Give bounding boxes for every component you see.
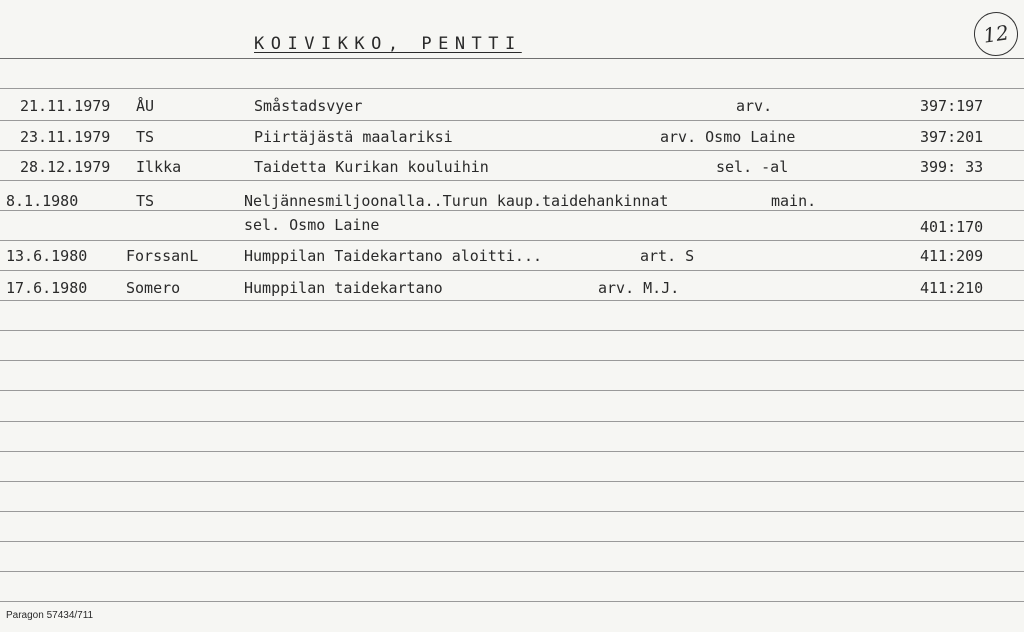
ruled-line xyxy=(0,390,1024,391)
entry-ref: 397:197 xyxy=(920,97,984,115)
card-entry xyxy=(0,279,1024,309)
entry-note: arv. Osmo Laine xyxy=(660,128,796,146)
card-entry xyxy=(0,128,1024,158)
entry-date: 17.6.1980 xyxy=(6,279,88,297)
ruled-line xyxy=(0,240,1024,241)
entry-ref: 411:209 xyxy=(920,247,984,265)
entry-note: arv. xyxy=(736,97,773,115)
entry-ref: 397:201 xyxy=(920,128,984,146)
ruled-line xyxy=(0,421,1024,422)
entry-note: sel. -al xyxy=(716,158,789,176)
entry-ref: 399: 33 xyxy=(920,158,984,176)
entry-title: Humppilan taidekartano xyxy=(244,279,443,297)
card-entry xyxy=(0,97,1024,127)
ruled-line xyxy=(0,601,1024,602)
card-entry xyxy=(0,247,1024,277)
entry-ref: 411:210 xyxy=(920,279,984,297)
ruled-line xyxy=(0,541,1024,542)
card-number: 12 xyxy=(971,9,1021,59)
entry-source: Somero xyxy=(126,279,181,297)
entry-note: arv. M.J. xyxy=(598,279,680,297)
ruled-line xyxy=(0,360,1024,361)
header-rule xyxy=(0,58,1024,59)
entry-date: 21.11.1979 xyxy=(20,97,111,115)
ruled-line xyxy=(0,451,1024,452)
entry-title-continued: sel. Osmo Laine xyxy=(244,216,380,234)
ruled-line xyxy=(0,481,1024,482)
entry-title: Taidetta Kurikan kouluihin xyxy=(254,158,489,176)
entry-source: Ilkka xyxy=(136,158,182,176)
ruled-line xyxy=(0,571,1024,572)
ruled-line xyxy=(0,511,1024,512)
ruled-line xyxy=(0,330,1024,331)
entry-title: Neljännesmiljoonalla..Turun kaup.taidehankinnat xyxy=(244,192,669,210)
entry-ref: 401:170 xyxy=(920,218,984,236)
entry-date: 23.11.1979 xyxy=(20,128,111,146)
entry-note: main. xyxy=(771,192,817,210)
card-entry xyxy=(0,158,1024,188)
printer-mark: Paragon 57434/711 xyxy=(6,610,94,621)
entry-date: 13.6.1980 xyxy=(6,247,88,265)
entry-source: TS xyxy=(136,128,155,146)
entry-note: art. S xyxy=(640,247,695,265)
entry-source: ForssanL xyxy=(126,247,199,265)
card-entry xyxy=(0,192,1024,236)
ruled-line xyxy=(0,88,1024,89)
entry-date: 8.1.1980 xyxy=(6,192,79,210)
card-title: KOIVIKKO, PENTTI xyxy=(254,34,522,54)
entry-title: Piirtäjästä maalariksi xyxy=(254,128,453,146)
entry-title: Humppilan Taidekartano aloitti... xyxy=(244,247,543,265)
entry-title: Småstadsvyer xyxy=(254,97,363,115)
entry-date: 28.12.1979 xyxy=(20,158,111,176)
entry-source: ÅU xyxy=(136,97,155,115)
entry-source: TS xyxy=(136,192,155,210)
